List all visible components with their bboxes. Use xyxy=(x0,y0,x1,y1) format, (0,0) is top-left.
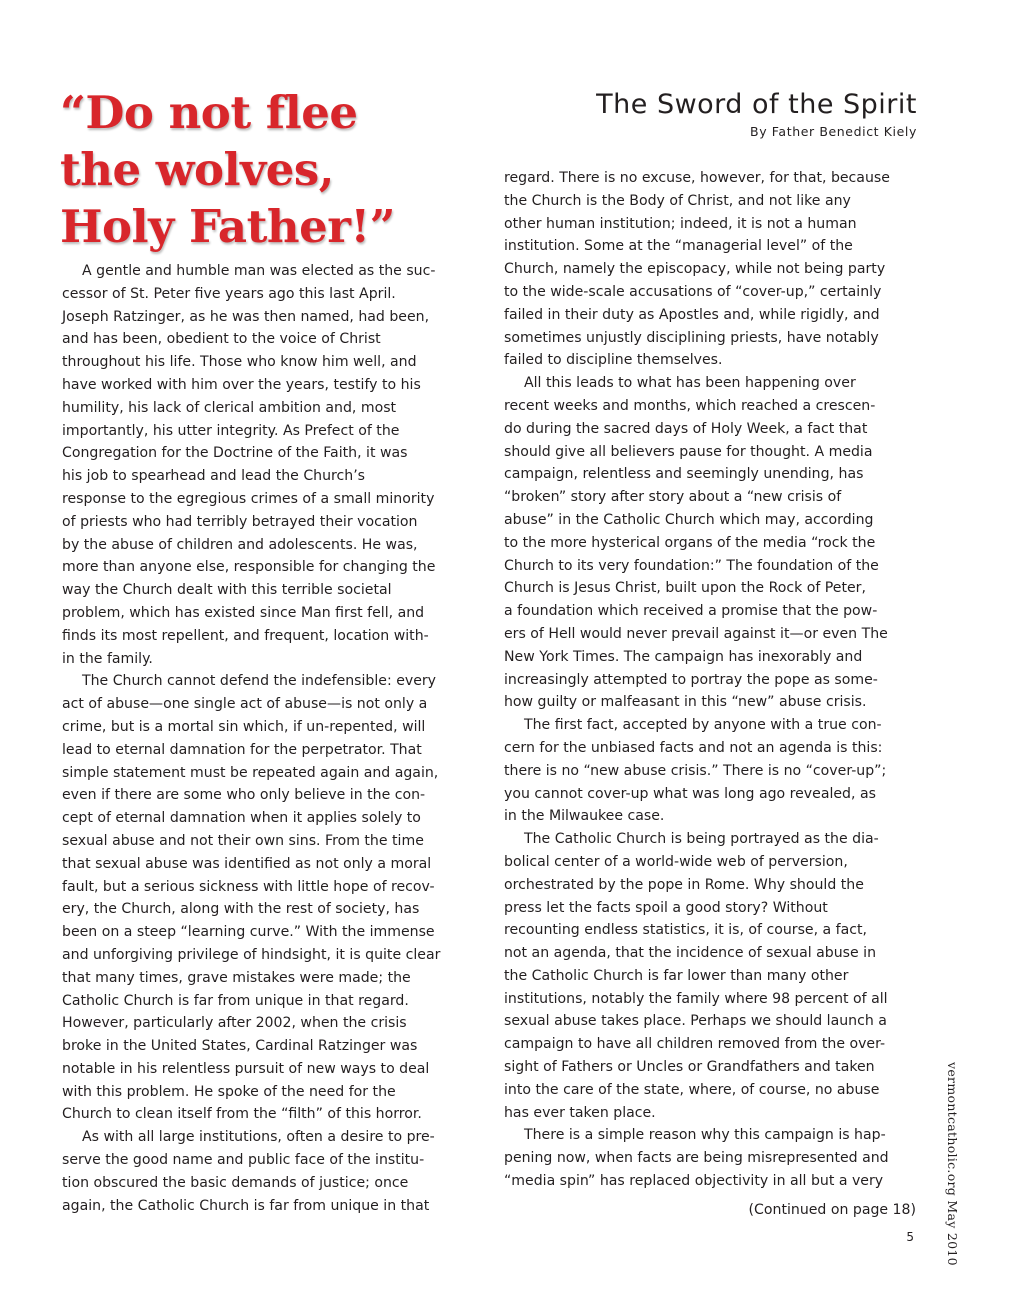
text-line: to the wide-scale accusations of “cover-up,” certainly xyxy=(504,283,882,300)
text-line: the Catholic Church is far lower than many other xyxy=(504,967,849,984)
text-line: regard. There is no excuse, however, for that, because xyxy=(504,170,890,186)
text-line: and has been, obedient to the voice of Christ xyxy=(62,331,381,348)
text-line: broke in the United States, Cardinal Ratzinger was xyxy=(62,1038,418,1055)
column-header xyxy=(596,88,917,142)
text-line: his job to spearhead and lead the Church’s xyxy=(62,468,366,485)
text-line: by the abuse of children and adolescents. He was, xyxy=(62,536,418,553)
text-line: in the Milwaukee case. xyxy=(504,808,665,825)
text-line: abuse” in the Catholic Church which may, according xyxy=(504,511,874,528)
text-line: press let the facts spoil a good story? Without xyxy=(504,899,828,916)
text-line: “media spin” has replaced objectivity in all but a very xyxy=(504,1173,884,1190)
text-line: response to the egregious crimes of a small minority xyxy=(62,490,435,507)
text-line: how guilty or malfeasant in this “new” abuse crisis. xyxy=(504,694,867,711)
text-line: and unforgiving privilege of hindsight, it is quite clear xyxy=(62,946,441,963)
text-line: fault, but a serious sickness with little hope of recov- xyxy=(62,878,435,895)
text-line: way the Church dealt with this terrible societal xyxy=(62,582,392,599)
text-line: institutions, notably the family where 98 percent of all xyxy=(504,990,888,1007)
text-line: A gentle and humble man was elected as the suc- xyxy=(82,263,436,279)
text-line: recent weeks and months, which reached a crescen- xyxy=(504,397,876,414)
text-line: should give all believers pause for thought. A media xyxy=(504,443,873,460)
text-line: sexual abuse takes place. Perhaps we should launch a xyxy=(504,1013,887,1030)
text-line: lead to eternal damnation for the perpetrator. That xyxy=(62,741,422,758)
text-line: of priests who had terribly betrayed their vocation xyxy=(62,513,418,530)
text-line: again, the Catholic Church is far from unique in that xyxy=(62,1197,430,1214)
right-column xyxy=(504,167,924,1193)
page-number: 5 xyxy=(906,1230,914,1244)
paragraph xyxy=(504,372,924,714)
column-title: The Sword of the Spirit xyxy=(596,89,917,120)
text-line: not an agenda, that the incidence of sexual abuse in xyxy=(504,945,877,962)
text-line: you cannot cover-up what was long ago revealed, as xyxy=(504,785,876,802)
text-line: As with all large institutions, often a desire to pre- xyxy=(82,1129,435,1146)
text-line: “broken” story after story about a “new crisis of xyxy=(504,489,842,506)
text-line: that sexual abuse was identified as not only a moral xyxy=(62,855,432,872)
headline-line: “Do not flee xyxy=(60,86,358,139)
paragraph xyxy=(504,828,924,1124)
text-line: All this leads to what has been happening over xyxy=(524,375,856,392)
text-line: institution. Some at the “managerial level” of the xyxy=(504,238,853,255)
text-line: crime, but is a mortal sin which, if un-repented, will xyxy=(62,718,426,735)
byline: By Father Benedict Kiely xyxy=(750,124,917,139)
text-line: has ever taken place. xyxy=(504,1104,656,1121)
text-line: to the more hysterical organs of the media “rock the xyxy=(504,534,876,551)
text-line: Church, namely the episcopacy, while not being party xyxy=(504,261,886,278)
paragraph xyxy=(504,1124,924,1192)
text-line: even if there are some who only believe in the con- xyxy=(62,787,426,804)
text-line: The first fact, accepted by anyone with a true con- xyxy=(524,717,882,734)
text-line: cern for the unbiased facts and not an agenda is this: xyxy=(504,739,883,756)
text-line: The Catholic Church is being portrayed as the dia- xyxy=(524,831,879,848)
text-line: Church is Jesus Christ, built upon the Rock of Peter, xyxy=(504,580,866,597)
text-line: Catholic Church is far from unique in that regard. xyxy=(62,992,409,1009)
text-line: have worked with him over the years, testify to his xyxy=(62,376,421,393)
text-line: tion obscured the basic demands of justice; once xyxy=(62,1174,409,1191)
text-line: However, particularly after 2002, when the crisis xyxy=(62,1015,407,1032)
text-line: that many times, grave mistakes were made; the xyxy=(62,969,411,986)
text-line: finds its most repellent, and frequent, location with- xyxy=(62,627,429,644)
text-line: cessor of St. Peter five years ago this last April. xyxy=(62,285,396,302)
sidebar-site-date: vermontcatholic.org May 2010 xyxy=(945,1062,960,1266)
text-line: simple statement must be repeated again and again, xyxy=(62,764,439,781)
text-line: ery, the Church, along with the rest of society, has xyxy=(62,901,420,918)
text-line: increasingly attempted to portray the pope as some- xyxy=(504,671,878,688)
paragraph xyxy=(62,1126,482,1217)
paragraph xyxy=(504,714,924,828)
text-line: campaign to have all children removed from the over- xyxy=(504,1036,886,1053)
text-line: notable in his relentless pursuit of new ways to deal xyxy=(62,1060,430,1077)
text-line: the Church is the Body of Christ, and not like any xyxy=(504,192,851,209)
text-line: ers of Hell would never prevail against it—or even The xyxy=(504,625,888,642)
text-line: failed in their duty as Apostles and, while rigidly, and xyxy=(504,306,880,323)
text-line: more than anyone else, responsible for changing the xyxy=(62,559,436,576)
text-line: been on a steep “learning curve.” With the immense xyxy=(62,924,435,941)
headline-line: Holy Father!” xyxy=(60,200,396,253)
text-line: Church to clean itself from the “filth” of this horror. xyxy=(62,1106,422,1123)
text-line: cept of eternal damnation when it applies solely to xyxy=(62,810,421,827)
text-line: campaign, relentless and seemingly unending, has xyxy=(504,466,864,483)
text-line: there is no “new abuse crisis.” There is no “cover-up”; xyxy=(504,762,887,779)
text-line: There is a simple reason why this campaign is hap- xyxy=(524,1127,886,1144)
left-column xyxy=(62,260,482,1217)
text-line: humility, his lack of clerical ambition and, most xyxy=(62,399,397,416)
text-line: do during the sacred days of Holy Week, a fact that xyxy=(504,420,868,437)
paragraph xyxy=(62,260,482,670)
text-line: with this problem. He spoke of the need for the xyxy=(62,1083,396,1100)
text-line: recounting endless statistics, it is, of course, a fact, xyxy=(504,922,868,939)
headline-line: the wolves, xyxy=(60,143,334,196)
text-line: importantly, his utter integrity. As Prefect of the xyxy=(62,422,400,439)
text-line: act of abuse—one single act of abuse—is not only a xyxy=(62,696,428,713)
text-line: Church to its very foundation:” The foundation of the xyxy=(504,557,879,574)
paragraph xyxy=(504,167,924,372)
paragraph xyxy=(62,670,482,1126)
text-line: problem, which has existed since Man first fell, and xyxy=(62,604,425,621)
text-line: in the family. xyxy=(62,650,153,667)
text-line: other human institution; indeed, it is not a human xyxy=(504,215,857,232)
text-line: Joseph Ratzinger, as he was then named, had been, xyxy=(62,308,430,325)
text-line: bolical center of a world-wide web of perversion, xyxy=(504,853,848,870)
text-line: throughout his life. Those who know him well, and xyxy=(62,354,417,371)
text-line: New York Times. The campaign has inexorably and xyxy=(504,648,863,665)
headline xyxy=(60,84,480,255)
text-line: The Church cannot defend the indefensible: every xyxy=(82,673,437,690)
text-line: serve the good name and public face of the institu- xyxy=(62,1152,425,1169)
text-line: a foundation which received a promise that the pow- xyxy=(504,603,878,620)
text-line: sometimes unjustly disciplining priests, have notably xyxy=(504,329,879,346)
text-line: failed to discipline themselves. xyxy=(504,352,723,369)
text-line: pening now, when facts are being misrepresented and xyxy=(504,1150,889,1167)
continued-note: (Continued on page 18) xyxy=(748,1202,916,1218)
text-line: Congregation for the Doctrine of the Faith, it was xyxy=(62,445,408,462)
text-line: sight of Fathers or Uncles or Grandfathers and taken xyxy=(504,1059,875,1076)
text-line: into the care of the state, where, of course, no abuse xyxy=(504,1081,880,1098)
text-line: sexual abuse and not their own sins. From the time xyxy=(62,832,424,849)
text-line: orchestrated by the pope in Rome. Why should the xyxy=(504,876,864,893)
